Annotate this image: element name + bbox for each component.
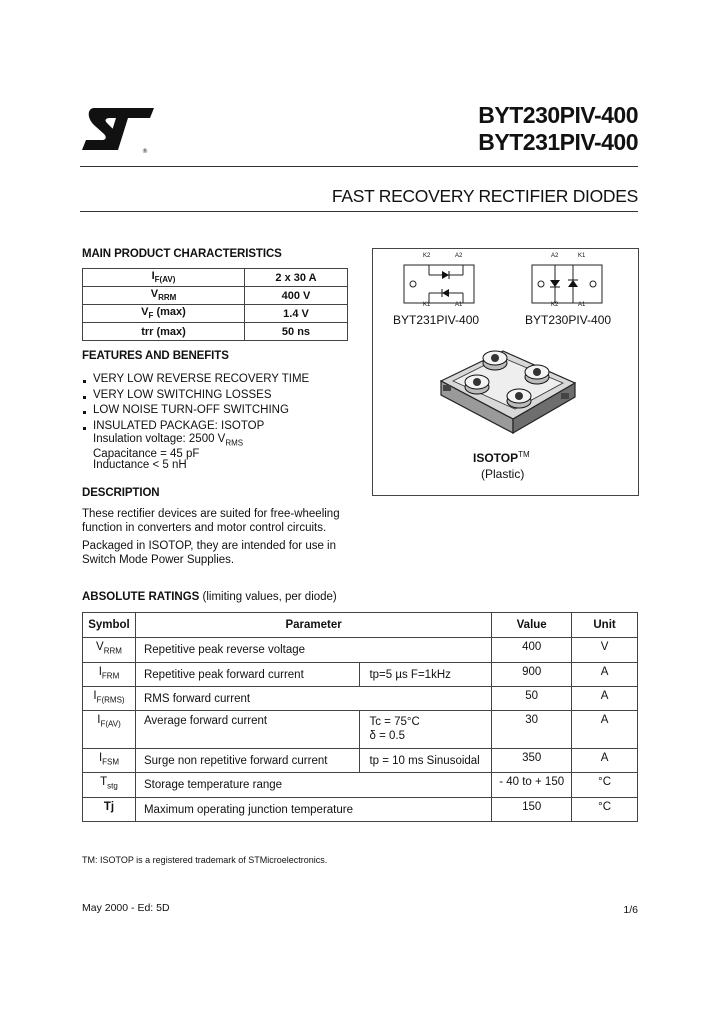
description-heading: DESCRIPTION <box>82 487 160 499</box>
description-body <box>82 508 354 572</box>
package-box <box>372 248 639 496</box>
table-row: $I_{F(AV)}$ 2 x 30 A <box>83 269 348 287</box>
table-row: $I_{F(AV)}$ Average forward current Tc = 75°C δ = 0.5 30 A <box>83 711 638 749</box>
schematic-byt231 <box>403 259 477 314</box>
pin-k1-label: K1 <box>423 302 431 308</box>
table-row: $V_F$ (max) 1.4 V <box>83 305 348 323</box>
isotop-label: ISOTOP™ <box>473 450 530 465</box>
table-row: $V_{RRM}$ Repetitive peak reverse voltage 400 V <box>83 638 638 663</box>
table-row: trr (max) 50 ns <box>83 323 348 341</box>
page-number: 1/6 <box>623 904 638 916</box>
table-row: $T_{stg}$ Storage temperature range - 40 to + 150 °C <box>83 773 638 798</box>
list-item: LOW NOISE TURN-OFF SWITCHING <box>82 403 362 419</box>
inductance: Inductance < 5 nH <box>93 459 187 472</box>
pin-k2-label: K2 <box>423 253 431 259</box>
schematic-byt230 <box>531 259 605 314</box>
label-byt231: BYT231PIV-400 <box>393 313 480 327</box>
footer-date: May 2000 - Ed: 5D <box>82 902 170 914</box>
list-item: VERY LOW REVERSE RECOVERY TIME <box>82 372 362 388</box>
col-value: Value <box>492 613 572 638</box>
features-list <box>82 372 362 472</box>
pin-a1-label: A1 <box>455 302 463 308</box>
isotop-package-image <box>433 341 583 446</box>
svg-text:®: ® <box>142 148 148 155</box>
table-row: Tj Maximum operating junction temperature 150 °C <box>83 798 638 822</box>
trademark-note: TM: ISOTOP is a registered trademark of STMicroelectronics. <box>82 855 328 865</box>
description-paragraph-1: These rectifier devices are suited for free-wheeling function in converters and motor control circuits. <box>82 508 340 534</box>
mpc-heading: MAIN PRODUCT CHARACTERISTICS <box>82 248 282 260</box>
part-number-2: BYT231PIV-400 <box>478 129 638 155</box>
table-row: $I_{F(RMS)}$ RMS forward current 50 A <box>83 687 638 711</box>
table-header-row <box>83 613 638 638</box>
pin-k2-label-right: K2 <box>551 302 559 308</box>
capacitance: Capacitance = 45 pF <box>93 447 200 460</box>
list-item: VERY LOW SWITCHING LOSSES <box>82 388 362 404</box>
pin-a1-label-right: A1 <box>578 302 586 308</box>
table-row: $I_{FSM}$ Surge non repetitive forward current tp = 10 ms Sinusoidal 350 A <box>83 749 638 773</box>
mpc-table <box>82 268 348 341</box>
part-number-1: BYT230PIV-400 <box>478 102 638 128</box>
list-item: INSULATED PACKAGE: ISOTOP Insulation voltage: 2500 $V_{RMS}$ Capacitance = 45 pF Inductance < 5 nH <box>82 419 362 472</box>
pin-k1-label-right: K1 <box>578 253 586 259</box>
plastic-label: (Plastic) <box>481 467 525 481</box>
st-logo <box>80 104 160 156</box>
insulation-voltage: Insulation voltage: 2500 $V_{RMS}$ <box>93 433 244 448</box>
col-parameter: Parameter <box>135 613 491 638</box>
pin-a2-label-right: A2 <box>551 253 559 259</box>
ratings-heading: ABSOLUTE RATINGS (limiting values, per diode) <box>82 591 337 603</box>
absolute-ratings-table <box>82 612 638 822</box>
col-symbol: Symbol <box>83 613 136 638</box>
pin-a2-label: A2 <box>455 253 463 259</box>
header-divider <box>80 166 638 167</box>
document-title: FAST RECOVERY RECTIFIER DIODES <box>331 186 638 206</box>
title-divider <box>80 211 638 212</box>
table-row: $I_{FRM}$ Repetitive peak forward current tp=5 µs F=1kHz 900 A <box>83 663 638 687</box>
table-row: $V_{RRM}$ 400 V <box>83 287 348 305</box>
label-byt230: BYT230PIV-400 <box>525 313 612 327</box>
features-heading: FEATURES AND BENEFITS <box>82 350 229 362</box>
description-paragraph-2: Packaged in ISOTOP, they are intended for use in Switch Mode Power Supplies. <box>82 540 337 566</box>
col-unit: Unit <box>572 613 638 638</box>
